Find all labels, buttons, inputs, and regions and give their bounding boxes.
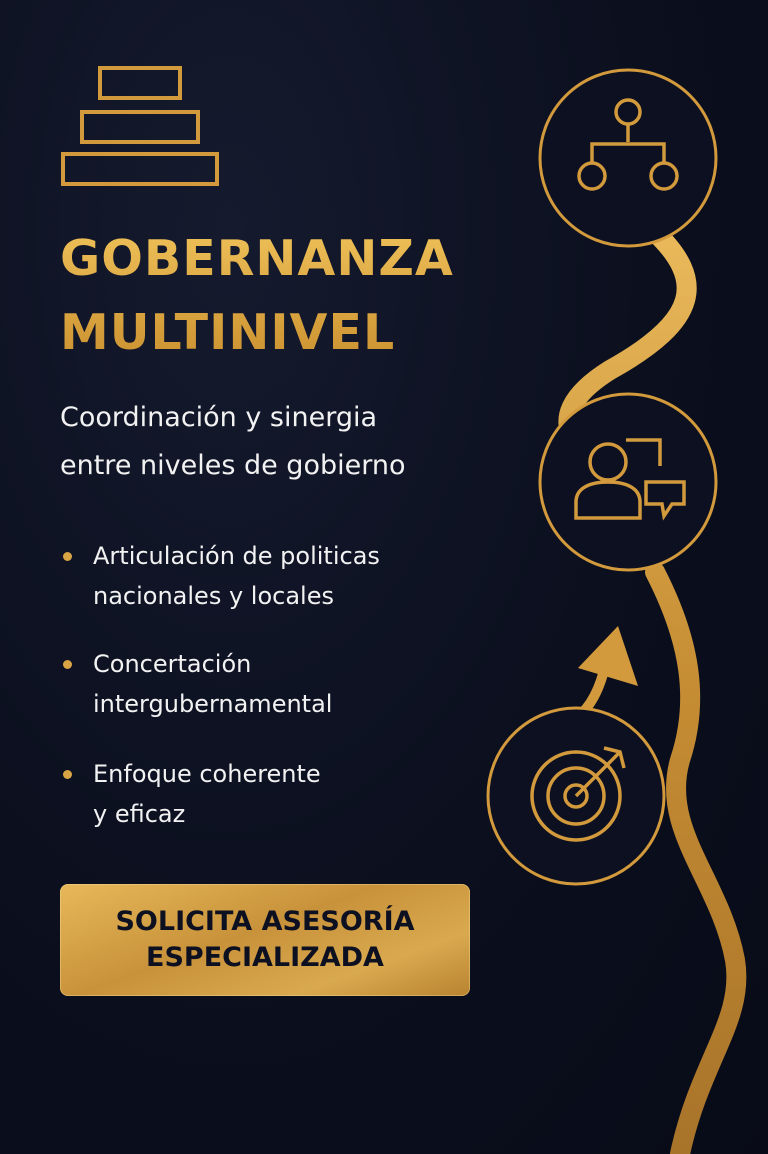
list-item [60, 644, 480, 724]
bullet-text-line-2: y eficaz [93, 800, 186, 828]
bullet-text-line-1: Enfoque coherente [93, 760, 321, 788]
bullet-text-line-2: nacionales y locales [93, 582, 334, 610]
target-circle [488, 708, 664, 884]
request-advice-button[interactable] [60, 884, 470, 996]
subtitle [60, 394, 520, 490]
list-item [60, 754, 480, 834]
page-title [60, 222, 580, 370]
title-line-1: GOBERNANZA [60, 230, 454, 287]
bullet-text-line-1: Articulación de politicas [93, 542, 380, 570]
dialogue-circle [540, 394, 716, 570]
title-line-2: MULTINIVEL [60, 304, 396, 361]
stacked-levels-icon [60, 66, 222, 188]
hierarchy-circle [540, 70, 716, 246]
cta-line-2: ESPECIALIZADA [146, 942, 384, 973]
subtitle-line-2: entre niveles de gobierno [60, 450, 406, 481]
list-item [60, 536, 480, 616]
bullet-list [60, 536, 480, 862]
bullet-dot-icon [63, 552, 72, 561]
growth-arrow-icon [576, 626, 638, 718]
bullet-text-line-1: Concertación [93, 650, 252, 678]
cta-line-1: SOLICITA ASESORÍA [115, 906, 415, 937]
bullet-text-line-2: intergubernamental [93, 690, 333, 718]
bullet-dot-icon [63, 660, 72, 669]
bullet-dot-icon [63, 770, 72, 779]
subtitle-line-1: Coordinación y sinergia [60, 402, 378, 433]
